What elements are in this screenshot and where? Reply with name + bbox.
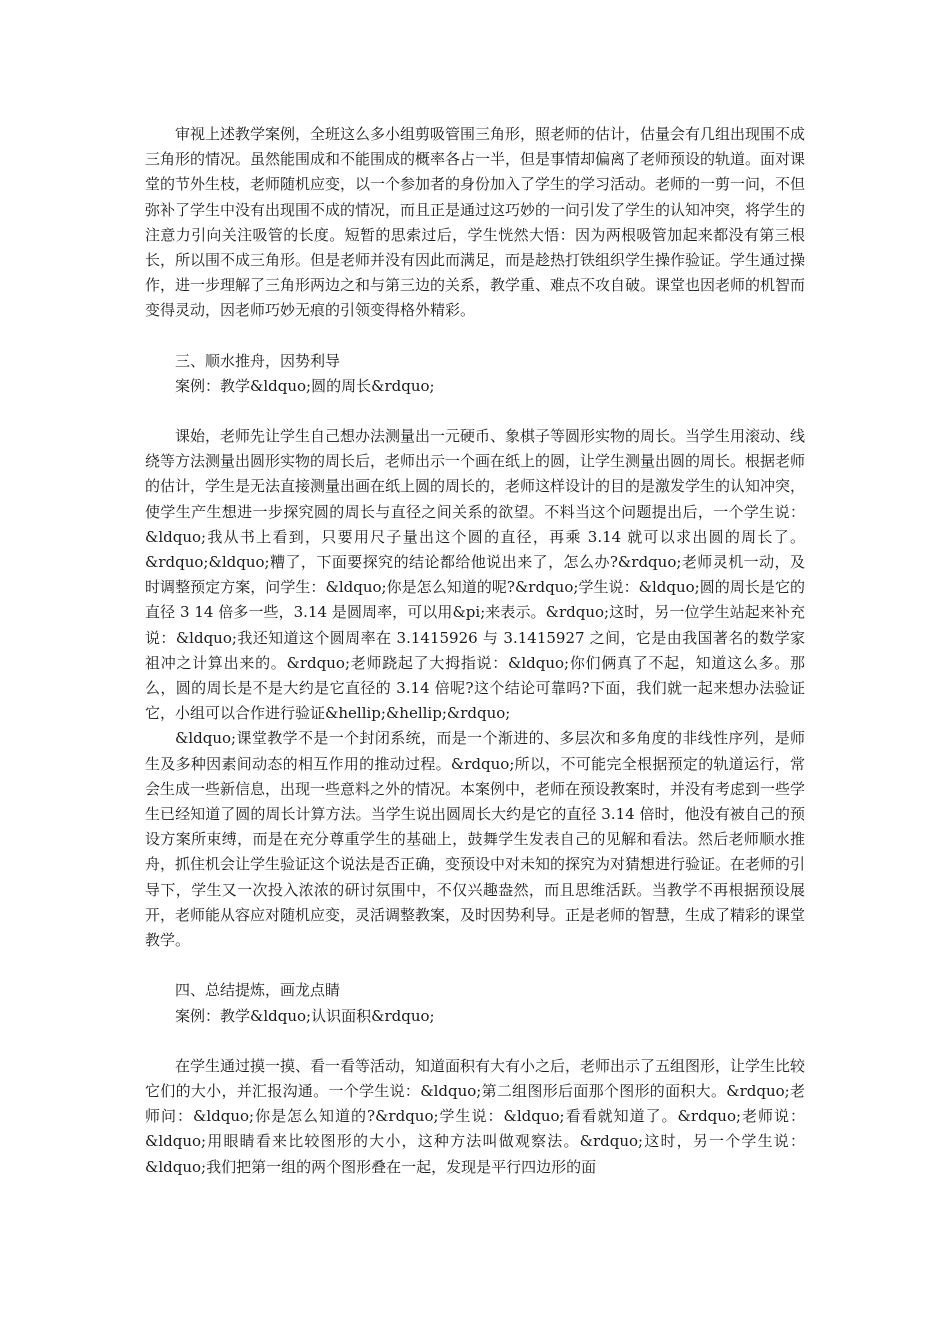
section-3-paragraph-case: 课始，老师先让学生自己想办法测量出一元硬币、象棋子等圆形实物的周长。当学生用滚动、线绕等方法测量出圆形实物的周长后，老师出示一个画在纸上的圆，让学生测量出圆的周长。根据老师的估计，学生是无法直接测量出画在纸上圆的周长的，老师这样设计的目的是激发学生的认知冲突，使学生产生想进一步探究圆的周长与直径之间关系的欲望。不料当这个问题提出后，一个学生说：&ldquo;我从书上看到，只要用尺子量出这个圆的直径，再乘 3.14 就可以求出圆的周长了。&rdquo;&ldquo;糟了，下面要探究的结论都给他说出来了，怎么办?&rdquo;老师灵机一动，及时调整预定方案，问学生：&ldquo;你是怎么知道的呢?&rdquo;学生说：&ldquo;圆的周长是它的直径 3 14 倍多一些，3.14 是圆周率，可以用&pi;来表示。&rdquo;这时，另一位学生站起来补充说：&ldquo;我还知道这个圆周率在 3.1415926 与 3.1415927 之间，它是由我国著名的数学家祖冲之计算出来的。&rdquo;老师跷起了大拇指说：&ldquo;你们俩真了不起，知道这么多。那么，圆的周长是不是大约是它直径的 3.14 倍呢?这个结论可靠吗?下面，我们就一起来想办法验证它，小组可以合作进行验证&hellip;&hellip;&rdquo;	[145, 427, 806, 723]
spacer	[145, 1029, 805, 1054]
section-3-case-title: 案例：教学&ldquo;圆的周长&rdquo;	[175, 376, 435, 395]
spacer	[145, 953, 805, 978]
spacer	[145, 324, 805, 349]
section-4-case-title: 案例：教学&ldquo;认识面积&rdquo;	[175, 1006, 435, 1025]
spacer	[145, 399, 805, 424]
paragraph-review: 审视上述教学案例，全班这么多小组剪吸管围三角形，照老师的估计，估量会有几组出现围不成三角形的情况。虽然能围成和不能围成的概率各占一半，但是事情却偏离了老师预设的轨道。面对课堂的节外生枝，老师随机应变，以一个参加者的身份加入了学生的学习活动。老师的一剪一问，不但弥补了学生中没有出现围不成的情况，而且正是通过这巧妙的一问引发了学生的认知冲突，将学生的注意力引向关注吸管的长度。短暂的思索过后，学生恍然大悟：因为两根吸管加起来都没有第三根长，所以围不成三角形。但是老师并没有因此而满足，而是趁热打铁组织学生操作验证。学生通过操作，进一步理解了三角形两边之和与第三边的关系，教学重、难点不攻自破。课堂也因老师的机智而变得灵动，因老师巧妙无痕的引领变得格外精彩。	[145, 125, 806, 320]
document-page	[145, 122, 805, 1180]
section-4-heading: 四、总结提炼，画龙点睛	[175, 981, 341, 1000]
section-3-paragraph-analysis: &ldquo;课堂教学不是一个封闭系统，而是一个渐进的、多层次和多角度的非线性序列，是师生及多种因素间动态的相互作用的推动过程。&rdquo;所以，不可能完全根据预定的轨道运行，常会生成一些新信息，出现一些意料之外的情况。本案例中，老师在预设教案时，并没有考虑到一些学生已经知道了圆的周长计算方法。当学生说出圆周长大约是它的直径 3.14 倍时，他没有被自己的预设方案所束缚，而是在充分尊重学生的基础上，鼓舞学生发表自己的见解和看法。然后老师顺水推舟，抓住机会让学生验证这个说法是否正确，变预设中对未知的探究为对猜想进行验证。在老师的引导下，学生又一次投入浓浓的研讨氛围中，不仅兴趣盎然，而且思维活跃。当教学不再根据预设展开，老师能从容应对随机应变，灵活调整教案，及时因势利导。正是老师的智慧，生成了精彩的课堂教学。	[145, 729, 806, 950]
section-4-paragraph-case: 在学生通过摸一摸、看一看等活动，知道面积有大有小之后，老师出示了五组图形，让学生比较它们的大小，并汇报沟通。一个学生说：&ldquo;第二组图形后面那个图形的面积大。&rdquo;老师问：&ldquo;你是怎么知道的?&rdquo;学生说：&ldquo;看看就知道了。&rdquo;老师说：&ldquo;用眼睛看来比较图形的大小，这种方法叫做观察法。&rdquo;这时，另一个学生说：&ldquo;我们把第一组的两个图形叠在一起，发现是平行四边形的面	[145, 1056, 806, 1176]
section-3-heading: 三、顺水推舟，因势利导	[175, 351, 341, 370]
